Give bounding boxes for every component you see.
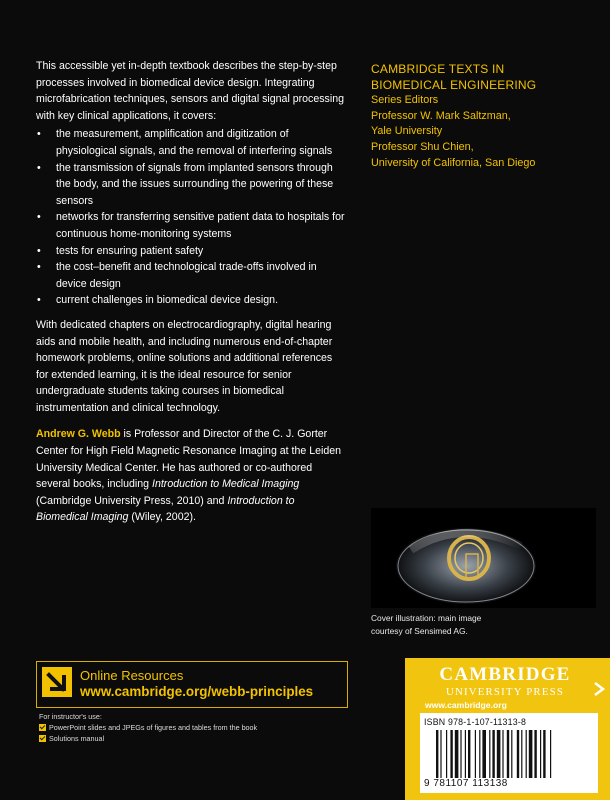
coverage-item: • the cost–benefit and technological trade-offs involved in device design [36, 259, 346, 292]
publisher-press: UNIVERSITY PRESS [445, 686, 565, 698]
book-title: Introduction to Biomedical Imaging [36, 494, 295, 524]
publisher-panel [405, 658, 610, 800]
coverage-item: • the transmission of signals from implanted sensors through the body, and the issues surrounding the powering of these sensors [36, 160, 346, 210]
series-editor: Professor Shu Chien, [371, 140, 474, 153]
book-description [36, 58, 346, 526]
author-bio-text: (Cambridge University Press, 2010) and [36, 494, 228, 507]
check-icon [39, 735, 46, 742]
arrow-icon [42, 667, 72, 697]
instructor-item [39, 722, 349, 733]
publisher-name: CAMBRIDGE [439, 664, 571, 685]
check-icon [39, 724, 46, 731]
author-bio-text: (Wiley, 2002). [128, 511, 196, 524]
isbn-number: ISBN 978-1-107-11313-8 [424, 717, 527, 727]
author-bio [36, 426, 346, 526]
caption-line: Cover illustration: main image [371, 613, 482, 623]
series-editor-affiliation: University of California, San Diego [371, 156, 536, 169]
description-intro: This accessible yet in-depth textbook describes the step-by-step processes involved in biomedical device design. Integrating microfabrication techniques, sensors and digital signal processing with key clinical applications, it covers: [36, 60, 344, 122]
resources-title: Online Resources [80, 668, 184, 683]
series-editors-label: Series Editors [371, 94, 439, 107]
series-editor: Professor W. Mark Saltzman, [371, 109, 511, 122]
author-bio-text: is Professor and Director of the C. J. Gorter Center for High Field Magnetic Resonance Imaging at the Leiden University Medical Center. He has authored or co-authored several books, including [36, 428, 342, 491]
barcode-box [420, 713, 598, 793]
series-editor-affiliation: Yale University [371, 125, 443, 138]
chevron-right-icon [593, 682, 605, 696]
series-title: CAMBRIDGE TEXTS IN [371, 62, 505, 76]
instructor-item-label: PowerPoint slides and JPEGs of figures and tables from the book [49, 723, 258, 732]
caption-line: courtesy of Sensimed AG. [371, 625, 468, 636]
instructor-item-label: Solutions manual [49, 734, 105, 743]
instructor-item [39, 733, 349, 744]
cover-caption [371, 612, 596, 637]
coverage-item: • networks for transferring sensitive patient data to hospitals for continuous home-monitoring systems [36, 209, 346, 242]
series-title: BIOMEDICAL ENGINEERING [371, 77, 537, 92]
coverage-item: • tests for ensuring patient safety [36, 243, 346, 260]
online-resources-box [36, 661, 348, 708]
book-title: Introduction to Medical Imaging [152, 478, 300, 491]
instructor-label: For instructor's use: [39, 712, 102, 721]
publisher-website: www.cambridge.org [425, 700, 507, 710]
barcode-digits: 9 781107 113138 [424, 778, 508, 789]
author-name: Andrew G. Webb [36, 428, 121, 441]
coverage-list [36, 126, 346, 309]
description-closing: With dedicated chapters on electrocardiography, digital hearing aids and mobile health, and including numerous end-of-chapter homework problems, online solutions and additional references for extended learning, it is the ideal resource for senior undergraduate students taking courses in biomedical instrumentation and clinical technology. [36, 318, 333, 414]
lens-illustration-icon [371, 508, 596, 608]
coverage-item: • the measurement, amplification and digitization of physiological signals, and the removal of interfering signals [36, 126, 346, 159]
instructor-resources [39, 711, 349, 744]
cover-illustration [371, 508, 596, 608]
series-info [371, 62, 591, 171]
coverage-item: • current challenges in biomedical device design. [36, 292, 346, 309]
barcode-icon [434, 730, 584, 778]
resources-url[interactable]: www.cambridge.org/webb-principles [80, 684, 314, 699]
